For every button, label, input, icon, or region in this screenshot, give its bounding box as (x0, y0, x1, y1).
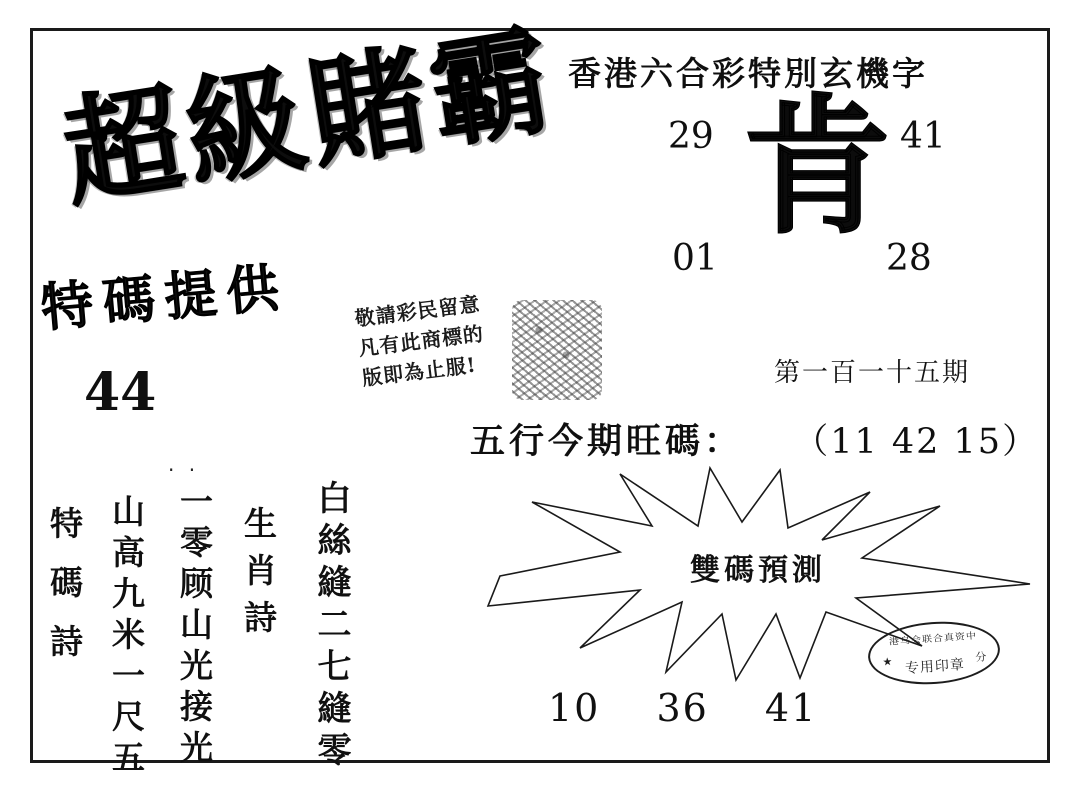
masthead-subtitle: 特碼提供 (38, 256, 291, 340)
notice-line-1: 敬請彩民留意 (353, 291, 482, 331)
poem-column-zodiac-title: 生肖詩 (239, 506, 278, 647)
corner-number-bottom-right: 28 (886, 238, 932, 279)
corner-number-top-left: 29 (668, 116, 714, 157)
corner-number-bottom-left: 01 (672, 238, 718, 279)
publication-title: 香港六合彩特別玄機字 (568, 54, 928, 93)
featured-number: 44 (84, 362, 157, 423)
wuxing-hot-numbers-row (470, 414, 1039, 464)
corner-number-top-right: 41 (900, 116, 946, 157)
masthead-logo: 超級賭霸 (53, 8, 566, 224)
predicted-numbers-row (548, 686, 859, 730)
starburst-label: 雙碼預測 (690, 553, 826, 588)
seal-right-mark: 分 (974, 650, 987, 665)
seal-inner-text: 专用印章 (904, 656, 966, 678)
predicted-number-1: 10 (548, 686, 601, 730)
poem-column-line-3: 白絲縫二七縫零 (311, 480, 351, 774)
predicted-number-3: 41 (764, 686, 818, 730)
seal-arc-text: 港乌会联合真资中 (888, 631, 978, 648)
ink-dots: . . (168, 452, 200, 476)
notice-line-3: 版即為止服! (360, 352, 478, 391)
vertical-poem-block (45, 470, 418, 781)
poem-column-line-1: 山高九米一尺五 (107, 494, 146, 781)
poem-column-line-2: 一零顾山光接光 (175, 484, 214, 771)
wuxing-label: 五行今期旺碼： (470, 421, 744, 462)
seal-star-icon: ★ (882, 654, 893, 669)
notice-line-2: 凡有此商標的 (357, 321, 486, 361)
poem-column-special-code-title: 特碼詩 (45, 506, 84, 683)
wuxing-numbers: （11 42 15） (793, 422, 1040, 462)
predicted-number-2: 36 (656, 686, 709, 730)
ink-stamp-smudge-icon (512, 300, 602, 400)
issue-number: 第一百一十五期 (774, 358, 971, 388)
oracle-character: 肯 (742, 79, 893, 255)
